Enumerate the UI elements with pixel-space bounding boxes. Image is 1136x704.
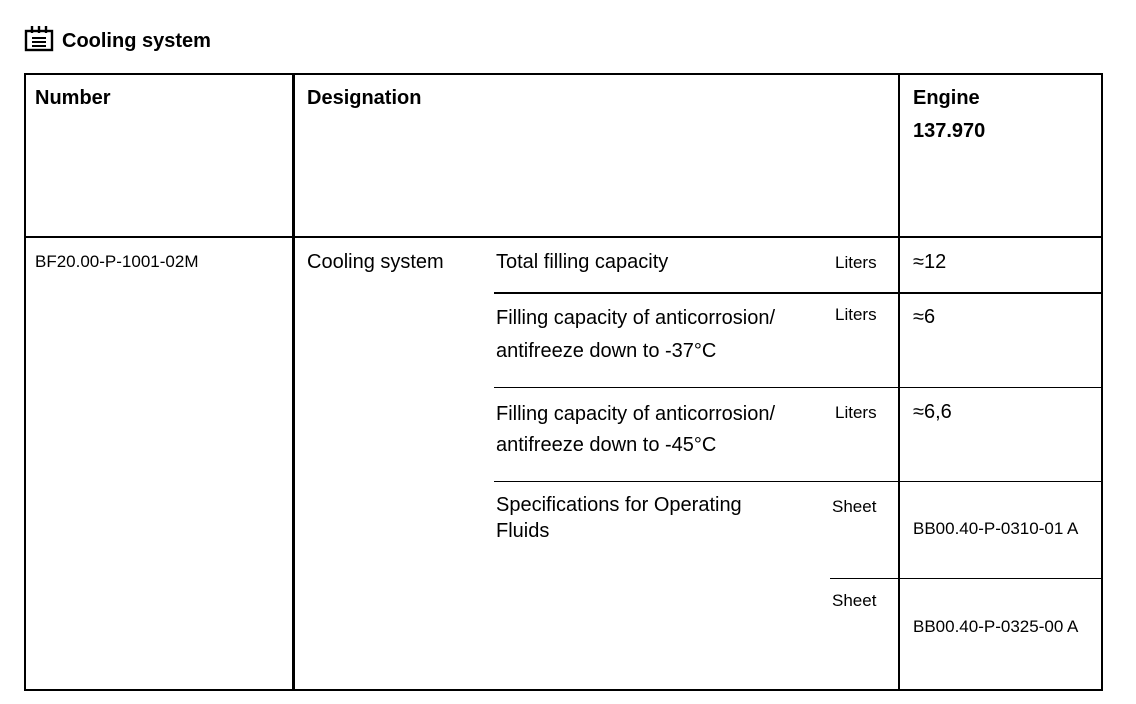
header-engine-label: Engine — [913, 87, 980, 109]
row-divider — [494, 292, 1103, 294]
spec-description: Specifications for Operating — [496, 494, 742, 516]
spec-value: ≈6,6 — [913, 401, 952, 423]
page-title: Cooling system — [62, 30, 211, 52]
header-designation: Designation — [307, 87, 422, 109]
spec-description-line2: Fluids — [496, 520, 550, 542]
table-border-left — [24, 73, 26, 691]
header-number: Number — [35, 87, 111, 109]
sheet-reference: BB00.40-P-0325-00 A — [913, 617, 1079, 636]
spec-unit: Sheet — [832, 591, 877, 610]
spec-unit: Liters — [835, 403, 877, 422]
spec-description: Filling capacity of anticorrosion/ — [496, 307, 776, 329]
spec-description-line2: antifreeze down to -45°C — [496, 434, 717, 456]
spec-unit: Liters — [835, 305, 877, 324]
spec-value: ≈6 — [913, 306, 936, 328]
group-label: Cooling system — [307, 251, 444, 273]
document-list-icon — [24, 24, 54, 52]
document-number: BF20.00-P-1001-02M — [35, 252, 199, 271]
table-border-bottom — [24, 689, 1103, 691]
section-heading — [24, 22, 211, 54]
spec-value: ≈12 — [913, 251, 947, 273]
table-border-right — [1101, 73, 1103, 691]
header-divider — [24, 236, 1103, 238]
header-engine-model: 137.970 — [913, 120, 986, 142]
spec-description-line2: antifreeze down to -37°C — [496, 340, 717, 362]
column-divider — [898, 73, 900, 691]
column-divider — [292, 73, 295, 691]
sheet-reference: BB00.40-P-0310-01 A — [913, 519, 1079, 538]
table-border-top — [24, 73, 1103, 75]
row-divider — [494, 481, 1103, 482]
spec-unit: Sheet — [832, 497, 877, 516]
row-divider — [494, 387, 1103, 388]
spec-unit: Liters — [835, 253, 877, 272]
row-divider — [830, 578, 1103, 579]
spec-description: Total filling capacity — [496, 251, 669, 273]
spec-description: Filling capacity of anticorrosion/ — [496, 403, 776, 425]
